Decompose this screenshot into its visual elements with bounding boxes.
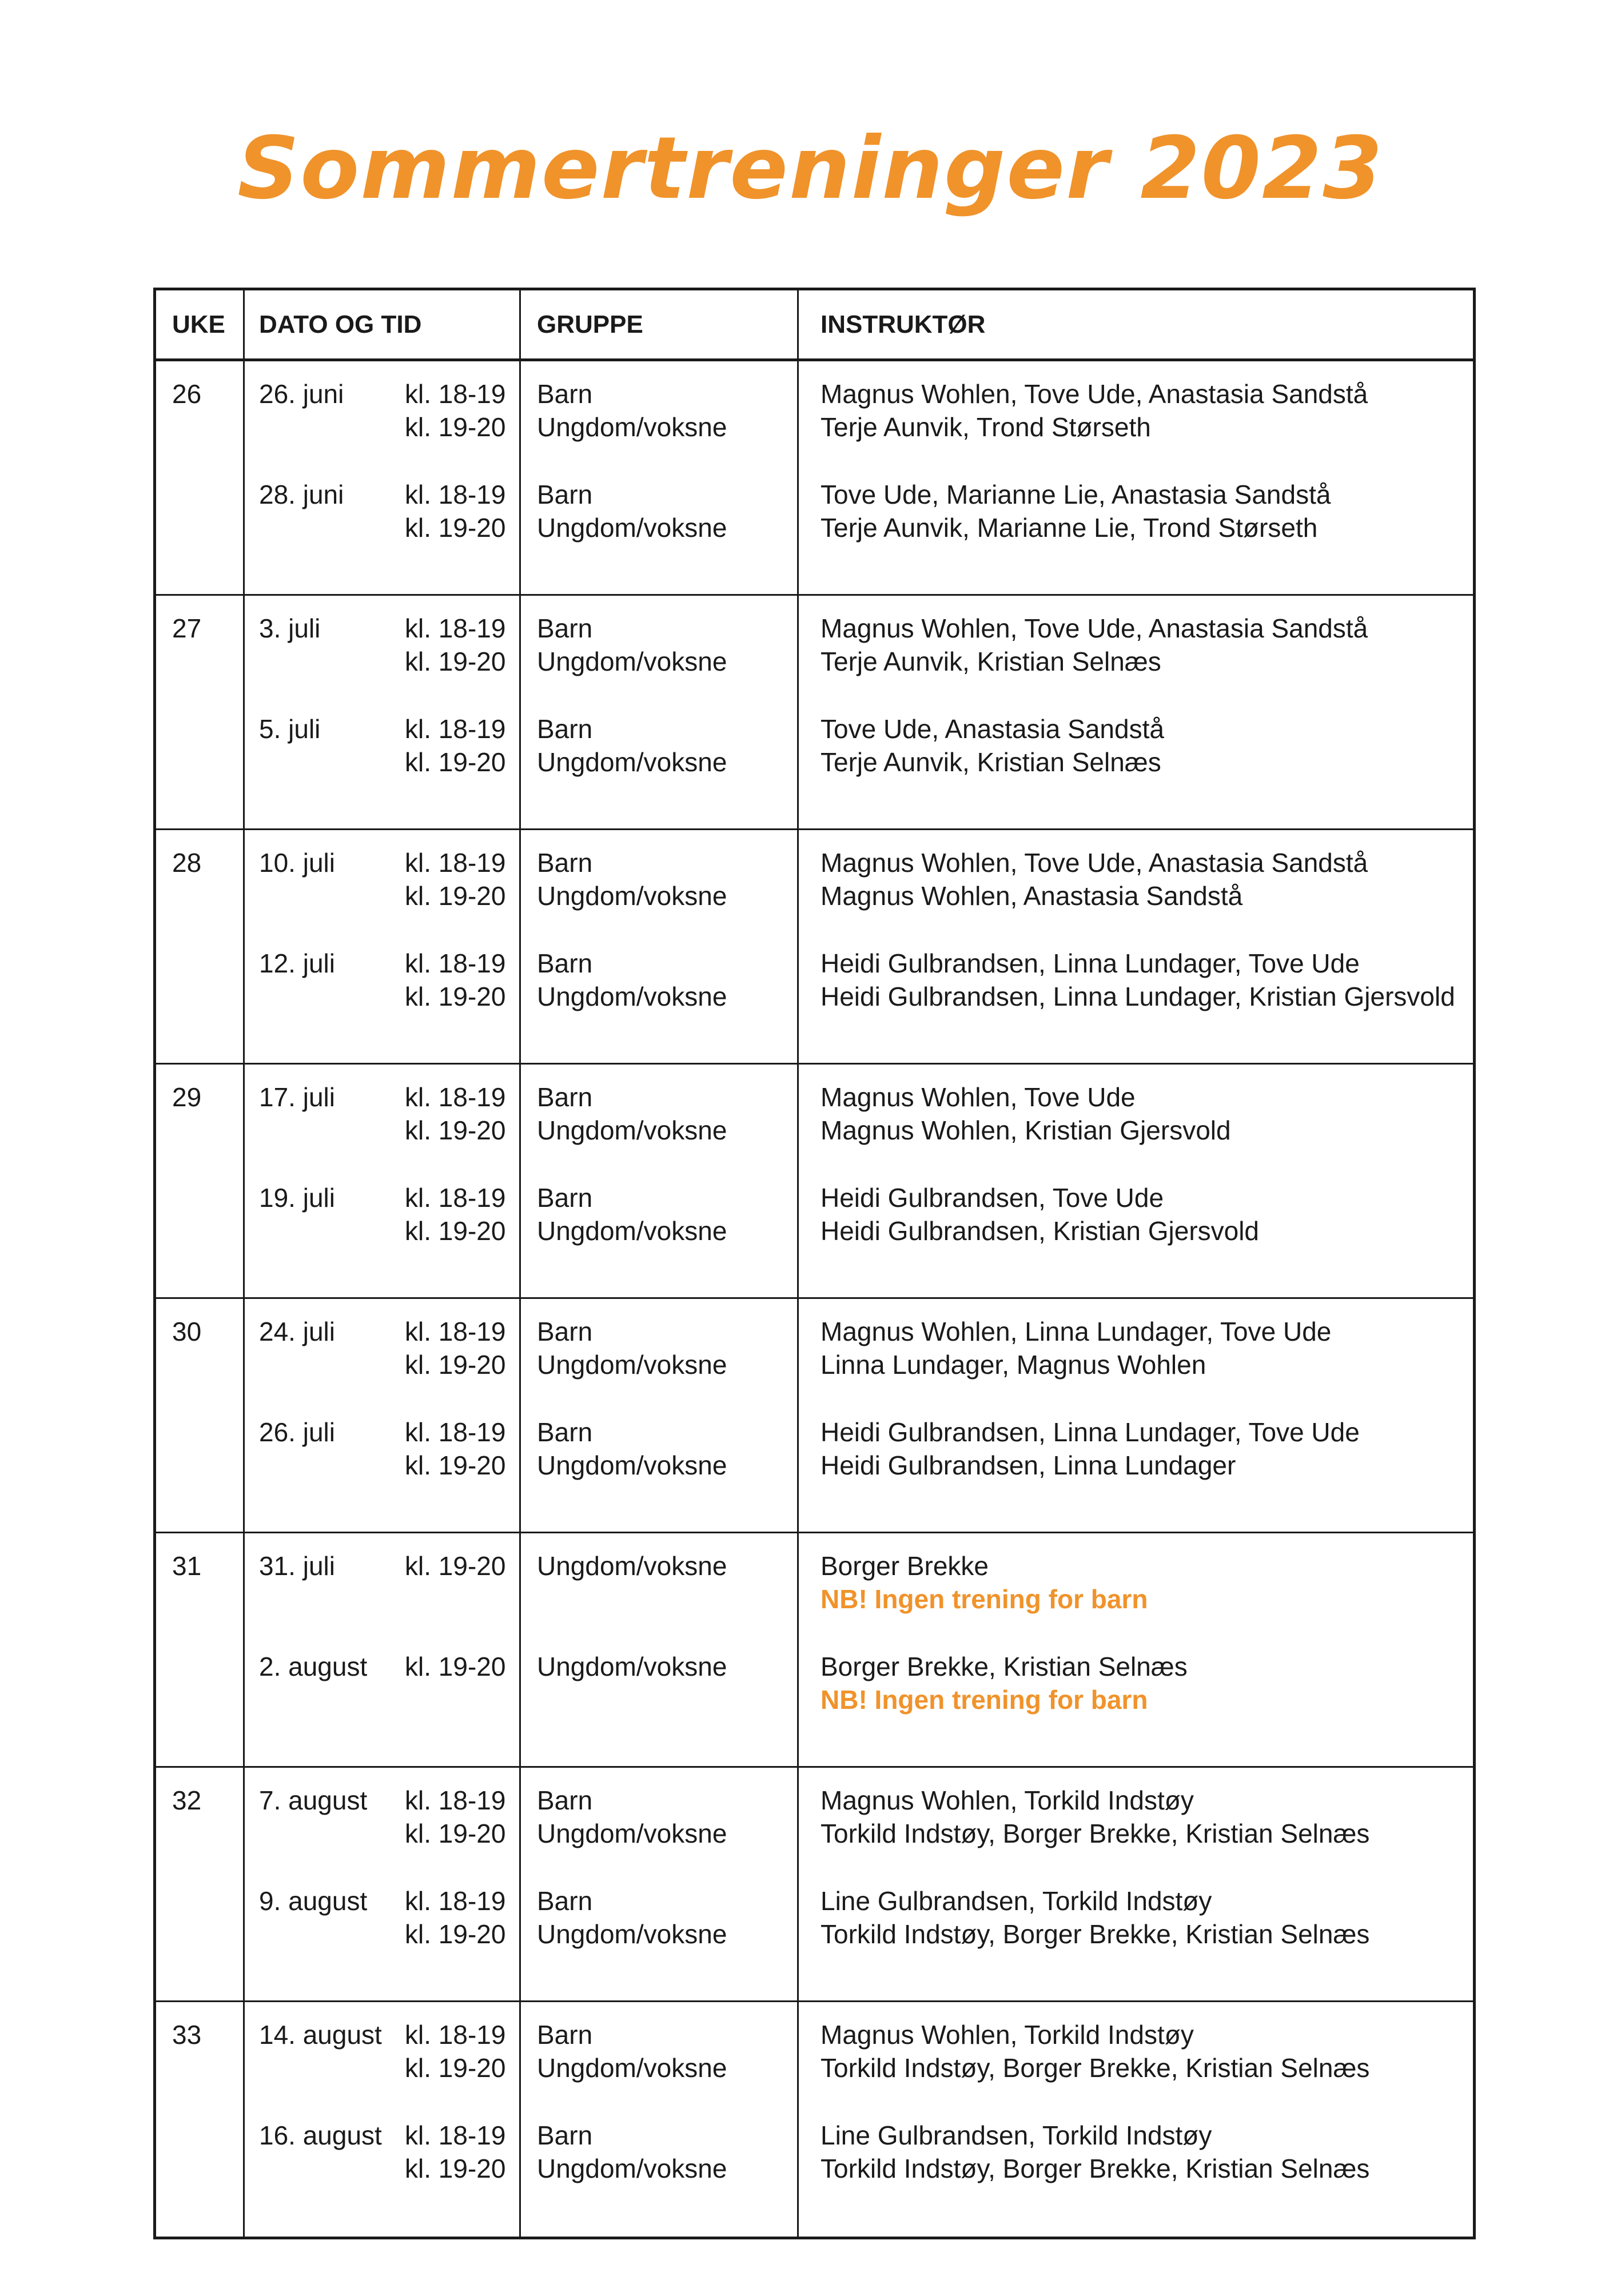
session-times [405, 712, 505, 779]
session-note: NB! Ingen trening for barn [821, 1584, 1148, 1614]
instructor-names: Heidi Gulbrandsen, Linna Lundager [821, 1450, 1236, 1480]
session-instructors [821, 1549, 1473, 1650]
session-time: kl. 18-19 [405, 1183, 506, 1213]
session-groups [537, 1549, 797, 1650]
session-time: kl. 19-20 [405, 1350, 506, 1380]
session-groups [537, 1416, 797, 1516]
session-date-time [259, 712, 519, 813]
instructor-names: Terje Aunvik, Trond Størseth [821, 412, 1151, 442]
session-date: 10. juli [259, 848, 335, 878]
instructor-names: Torkild Indstøy, Borger Brekke, Kristian Selnæs [821, 2053, 1370, 2083]
instructor-cell [799, 2002, 1473, 2237]
session-groups [537, 1315, 797, 1416]
group-label: Ungdom/voksne [537, 2154, 727, 2183]
table-body [156, 361, 1473, 2237]
session-time: kl. 19-20 [405, 881, 506, 911]
session-date: 26. juni [259, 379, 344, 409]
session-time: kl. 19-20 [405, 747, 506, 777]
session-groups [537, 1884, 797, 1985]
header-instructor: INSTRUKTØR [821, 310, 986, 338]
session-time: kl. 18-19 [405, 1082, 506, 1112]
session-time: kl. 19-20 [405, 1652, 506, 1681]
session-groups [537, 478, 797, 579]
group-cell [521, 361, 799, 594]
session-times [405, 2018, 505, 2084]
group-label: Barn [537, 948, 593, 978]
group-label: Barn [537, 1417, 593, 1447]
session-time: kl. 19-20 [405, 2154, 506, 2183]
instructor-names: Magnus Wohlen, Kristian Gjersvold [821, 1115, 1231, 1145]
group-cell [521, 1065, 799, 1297]
session-date: 3. juli [259, 613, 321, 643]
group-label: Ungdom/voksne [537, 1652, 727, 1681]
group-cell [521, 1533, 799, 1766]
table-row [156, 1299, 1473, 1533]
table-row [156, 361, 1473, 596]
session-date-time [259, 377, 519, 478]
table-row [156, 2002, 1473, 2237]
session-date: 7. august [259, 1785, 368, 1815]
table-row [156, 1533, 1473, 1768]
instructor-names: Borger Brekke [821, 1551, 989, 1581]
session-times [405, 1784, 505, 1850]
session-groups [537, 1650, 797, 1751]
session-date: 14. august [259, 2020, 382, 2050]
instructor-names: Magnus Wohlen, Tove Ude, Anastasia Sandstå [821, 848, 1368, 878]
group-cell [521, 830, 799, 1063]
session-time: kl. 18-19 [405, 613, 506, 643]
instructor-names: Tove Ude, Marianne Lie, Anastasia Sandstå [821, 480, 1331, 509]
week-number: 31 [156, 1533, 245, 1766]
session-time: kl. 19-20 [405, 1216, 506, 1246]
instructor-names: Heidi Gulbrandsen, Linna Lundager, Tove Ude [821, 1417, 1360, 1447]
session-instructors [821, 846, 1473, 947]
session-groups [537, 377, 797, 478]
group-label: Ungdom/voksne [537, 1551, 727, 1581]
header-date-time: DATO OG TID [245, 290, 521, 358]
session-date: 31. juli [259, 1551, 335, 1581]
session-time: kl. 19-20 [405, 647, 506, 676]
session-groups [537, 612, 797, 712]
instructor-names: Magnus Wohlen, Tove Ude, Anastasia Sandstå [821, 613, 1368, 643]
session-instructors [821, 1650, 1473, 1751]
instructor-names: Magnus Wohlen, Tove Ude [821, 1082, 1136, 1112]
week-number: 29 [156, 1065, 245, 1297]
session-instructors [821, 712, 1473, 813]
table-header [156, 290, 1473, 361]
group-label: Barn [537, 613, 593, 643]
group-label: Barn [537, 379, 593, 409]
session-groups [537, 712, 797, 813]
session-date-time [259, 947, 519, 1047]
group-cell [521, 1299, 799, 1532]
table-row [156, 1768, 1473, 2002]
group-label: Ungdom/voksne [537, 881, 727, 911]
group-label: Ungdom/voksne [537, 412, 727, 442]
instructor-names: Heidi Gulbrandsen, Kristian Gjersvold [821, 1216, 1260, 1246]
session-times [405, 1181, 505, 1247]
session-note: NB! Ingen trening for barn [821, 1685, 1148, 1715]
session-date-time [259, 1416, 519, 1516]
group-label: Ungdom/voksne [537, 2053, 727, 2083]
date-time-cell [245, 2002, 521, 2237]
session-date-time [259, 478, 519, 579]
instructor-names: Terje Aunvik, Marianne Lie, Trond Størseth [821, 513, 1318, 543]
group-cell [521, 596, 799, 828]
instructor-names: Line Gulbrandsen, Torkild Indstøy [821, 2120, 1212, 2150]
session-instructors [821, 1884, 1473, 1985]
instructor-names: Torkild Indstøy, Borger Brekke, Kristian Selnæs [821, 1919, 1370, 1949]
instructor-names: Line Gulbrandsen, Torkild Indstøy [821, 1886, 1212, 1916]
session-groups [537, 1081, 797, 1181]
date-time-cell [245, 1299, 521, 1532]
session-times [405, 377, 505, 444]
instructor-names: Magnus Wohlen, Torkild Indstøy [821, 2020, 1194, 2050]
session-time: kl. 19-20 [405, 2053, 506, 2083]
session-time: kl. 18-19 [405, 2120, 506, 2150]
session-date: 9. august [259, 1886, 368, 1916]
session-date: 5. juli [259, 714, 321, 744]
instructor-cell [799, 361, 1473, 594]
instructor-cell [799, 1768, 1473, 2000]
instructor-names: Tove Ude, Anastasia Sandstå [821, 714, 1164, 744]
session-instructors [821, 612, 1473, 712]
session-instructors [821, 1784, 1473, 1884]
week-number: 30 [156, 1299, 245, 1532]
group-label: Ungdom/voksne [537, 1919, 727, 1949]
session-date-time [259, 1315, 519, 1416]
session-groups [537, 1181, 797, 1282]
group-cell [521, 2002, 799, 2237]
instructor-names: Magnus Wohlen, Tove Ude, Anastasia Sandstå [821, 379, 1368, 409]
session-date-time [259, 1181, 519, 1282]
session-time: kl. 19-20 [405, 412, 506, 442]
group-label: Ungdom/voksne [537, 747, 727, 777]
group-cell [521, 1768, 799, 2000]
schedule-table [153, 288, 1476, 2239]
instructor-cell [799, 1065, 1473, 1297]
date-time-cell [245, 1533, 521, 1766]
session-instructors [821, 1315, 1473, 1416]
group-label: Ungdom/voksne [537, 1216, 727, 1246]
session-times [405, 846, 505, 912]
group-label: Ungdom/voksne [537, 1450, 727, 1480]
session-date: 17. juli [259, 1082, 335, 1112]
week-number: 33 [156, 2002, 245, 2237]
group-label: Ungdom/voksne [537, 982, 727, 1011]
week-number: 26 [156, 361, 245, 594]
group-label: Barn [537, 714, 593, 744]
session-instructors [821, 2018, 1473, 2119]
instructor-cell [799, 830, 1473, 1063]
session-time: kl. 19-20 [405, 982, 506, 1011]
session-time: kl. 18-19 [405, 1785, 506, 1815]
instructor-names: Heidi Gulbrandsen, Tove Ude [821, 1183, 1164, 1213]
header-week: UKE [156, 290, 245, 358]
table-row [156, 830, 1473, 1065]
session-date-time [259, 1884, 519, 1985]
session-groups [537, 846, 797, 947]
date-time-cell [245, 830, 521, 1063]
session-date: 12. juli [259, 948, 335, 978]
session-instructors [821, 947, 1473, 1047]
session-date-time [259, 846, 519, 947]
session-instructors [821, 2119, 1473, 2219]
session-time: kl. 18-19 [405, 948, 506, 978]
group-label: Barn [537, 480, 593, 509]
instructor-cell [799, 1533, 1473, 1766]
session-instructors [821, 1081, 1473, 1181]
session-time: kl. 18-19 [405, 1317, 506, 1346]
group-label: Barn [537, 1317, 593, 1346]
group-label: Barn [537, 1183, 593, 1213]
week-number: 28 [156, 830, 245, 1063]
group-label: Barn [537, 2020, 593, 2050]
session-date: 24. juli [259, 1317, 335, 1346]
instructor-names: Linna Lundager, Magnus Wohlen [821, 1350, 1206, 1380]
session-date-time [259, 1784, 519, 1884]
session-times [405, 1416, 505, 1482]
session-date: 2. august [259, 1652, 368, 1681]
group-label: Ungdom/voksne [537, 1350, 727, 1380]
instructor-cell [799, 1299, 1473, 1532]
instructor-names: Terje Aunvik, Kristian Selnæs [821, 747, 1161, 777]
group-label: Barn [537, 1082, 593, 1112]
week-number: 27 [156, 596, 245, 828]
session-time: kl. 18-19 [405, 379, 506, 409]
session-instructors [821, 1416, 1473, 1516]
session-date: 26. juli [259, 1417, 335, 1447]
session-times [405, 478, 505, 544]
session-times [405, 1650, 505, 1683]
date-time-cell [245, 596, 521, 828]
session-time: kl. 18-19 [405, 714, 506, 744]
session-time: kl. 19-20 [405, 1450, 506, 1480]
week-number: 32 [156, 1768, 245, 2000]
group-label: Ungdom/voksne [537, 1115, 727, 1145]
session-time: kl. 18-19 [405, 2020, 506, 2050]
instructor-names: Heidi Gulbrandsen, Linna Lundager, Kristian Gjersvold [821, 982, 1455, 1011]
session-times [405, 2119, 505, 2185]
page-title: Sommertreninger 2023 [237, 119, 1384, 218]
instructor-names: Torkild Indstøy, Borger Brekke, Kristian Selnæs [821, 2154, 1370, 2183]
instructor-names: Magnus Wohlen, Linna Lundager, Tove Ude [821, 1317, 1332, 1346]
session-times [405, 612, 505, 678]
instructor-names: Torkild Indstøy, Borger Brekke, Kristian Selnæs [821, 1819, 1370, 1848]
group-label: Ungdom/voksne [537, 647, 727, 676]
session-groups [537, 2018, 797, 2119]
instructor-cell [799, 596, 1473, 828]
session-date-time [259, 612, 519, 712]
session-time: kl. 19-20 [405, 513, 506, 543]
session-times [405, 1315, 505, 1381]
instructor-names: Heidi Gulbrandsen, Linna Lundager, Tove Ude [821, 948, 1360, 978]
table-row [156, 596, 1473, 830]
session-groups [537, 2119, 797, 2219]
session-groups [537, 1784, 797, 1884]
session-times [405, 1549, 505, 1583]
session-date: 16. august [259, 2120, 382, 2150]
session-time: kl. 19-20 [405, 1819, 506, 1848]
session-instructors [821, 478, 1473, 579]
date-time-cell [245, 1065, 521, 1297]
table-row [156, 1065, 1473, 1299]
group-label: Barn [537, 2120, 593, 2150]
header-group: GRUPPE [521, 290, 799, 358]
session-time: kl. 19-20 [405, 1115, 506, 1145]
group-label: Barn [537, 848, 593, 878]
group-label: Ungdom/voksne [537, 513, 727, 543]
session-date-time [259, 1081, 519, 1181]
session-times [405, 1081, 505, 1147]
session-date: 19. juli [259, 1183, 335, 1213]
session-time: kl. 18-19 [405, 1886, 506, 1916]
instructor-names: Borger Brekke, Kristian Selnæs [821, 1652, 1188, 1681]
group-label: Barn [537, 1785, 593, 1815]
session-time: kl. 19-20 [405, 1551, 506, 1581]
session-instructors [821, 1181, 1473, 1282]
group-label: Barn [537, 1886, 593, 1916]
session-date-time [259, 1650, 519, 1751]
session-date-time [259, 2119, 519, 2219]
session-time: kl. 19-20 [405, 1919, 506, 1949]
session-time: kl. 18-19 [405, 480, 506, 509]
session-times [405, 1884, 505, 1951]
group-label: Ungdom/voksne [537, 1819, 727, 1848]
instructor-names: Magnus Wohlen, Anastasia Sandstå [821, 881, 1243, 911]
instructor-names: Terje Aunvik, Kristian Selnæs [821, 647, 1161, 676]
date-time-cell [245, 361, 521, 594]
session-date-time [259, 2018, 519, 2119]
session-time: kl. 18-19 [405, 1417, 506, 1447]
instructor-names: Magnus Wohlen, Torkild Indstøy [821, 1785, 1194, 1815]
session-time: kl. 18-19 [405, 848, 506, 878]
date-time-cell [245, 1768, 521, 2000]
session-groups [537, 947, 797, 1047]
session-date-time [259, 1549, 519, 1650]
session-date: 28. juni [259, 480, 344, 509]
session-instructors [821, 377, 1473, 478]
session-times [405, 947, 505, 1013]
